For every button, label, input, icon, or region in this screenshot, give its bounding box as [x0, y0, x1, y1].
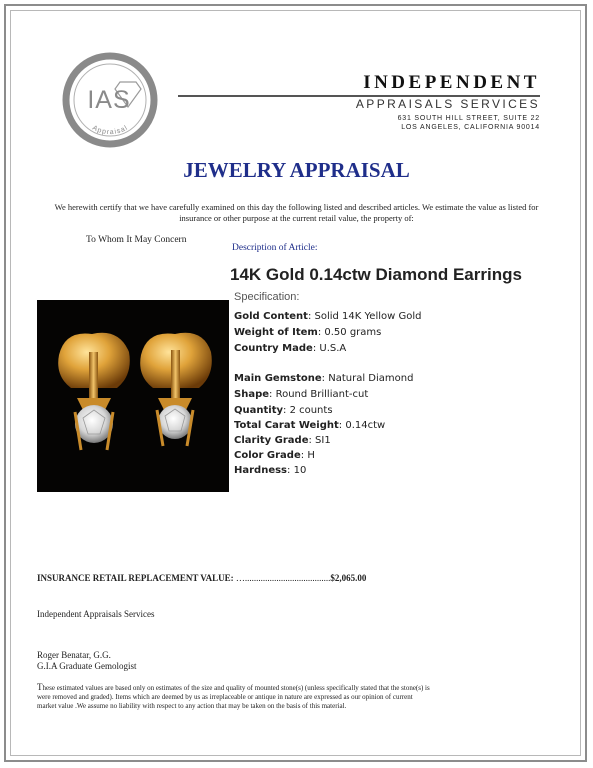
replacement-value-amount: $2,065.00: [330, 573, 367, 583]
product-photo: [37, 300, 229, 492]
specification-label: Specification:: [234, 291, 300, 303]
company-name: INDEPENDENT: [363, 72, 540, 93]
replacement-value-label: INSURANCE RETAIL REPLACEMENT VALUE:: [37, 573, 234, 583]
signatory-title: G.I.A Graduate Gemologist: [37, 661, 137, 671]
item-title: 14K Gold 0.14ctw Diamond Earrings: [230, 265, 522, 284]
spec-row: Total Carat Weight: 0.14ctw: [234, 420, 386, 431]
logo-monogram: IAS: [87, 86, 131, 114]
company-logo: [62, 52, 158, 148]
replacement-value-line: [37, 573, 366, 583]
address-line-1: 631 SOUTH HILL STREET, SUITE 22: [397, 115, 540, 122]
spec-row: Hardness: 10: [234, 465, 307, 476]
leader-dots: …......................................: [235, 573, 331, 583]
spec-row: Country Made: U.S.A: [234, 343, 347, 354]
disclaimer: These estimated values are based only on estimates of the size and quality of mounted stone(s) (unless specifically stated that the stone(s) is were removed and graded). Items which are deemed by us as irreplaceable or antique in nature are expressed as our opinion of current market value .We assume no liability with respect to any action that may be taken on the basis of this material.: [37, 682, 430, 710]
owner-name: To Whom It May Concern: [86, 235, 187, 245]
logo-ring-text: Appraisal: [91, 124, 130, 137]
address-line-2: LOS ANGELES, CALIFORNIA 90014: [401, 124, 540, 131]
spec-row: Weight of Item: 0.50 grams: [234, 327, 382, 338]
intro-line-2: insurance or other purpose at the current retail value, the property of:: [179, 213, 414, 223]
spec-row: Clarity Grade: SI1: [234, 435, 331, 446]
disclaimer-initial: T: [37, 682, 43, 692]
spec-row: Quantity: 2 counts: [234, 405, 333, 416]
company-subtitle: APPRAISALS SERVICES: [355, 97, 540, 111]
signatory-name: Roger Benatar, G.G.: [37, 650, 111, 660]
company-footer: Independent Appraisals Services: [37, 609, 155, 619]
intro-line-1: We herewith certify that we have carefully examined on this day the following listed and described articles. We estimate the value as listed for: [54, 202, 539, 212]
spec-row: Main Gemstone: Natural Diamond: [234, 373, 414, 384]
description-label: Description of Article:: [232, 243, 318, 253]
spec-row: Gold Content: Solid 14K Yellow Gold: [234, 311, 422, 322]
spec-row: Shape: Round Brilliant-cut: [234, 389, 369, 400]
spec-row: Color Grade: H: [234, 450, 315, 461]
certification-statement: [44, 202, 549, 224]
document-title: JEWELRY APPRAISAL: [183, 158, 410, 182]
